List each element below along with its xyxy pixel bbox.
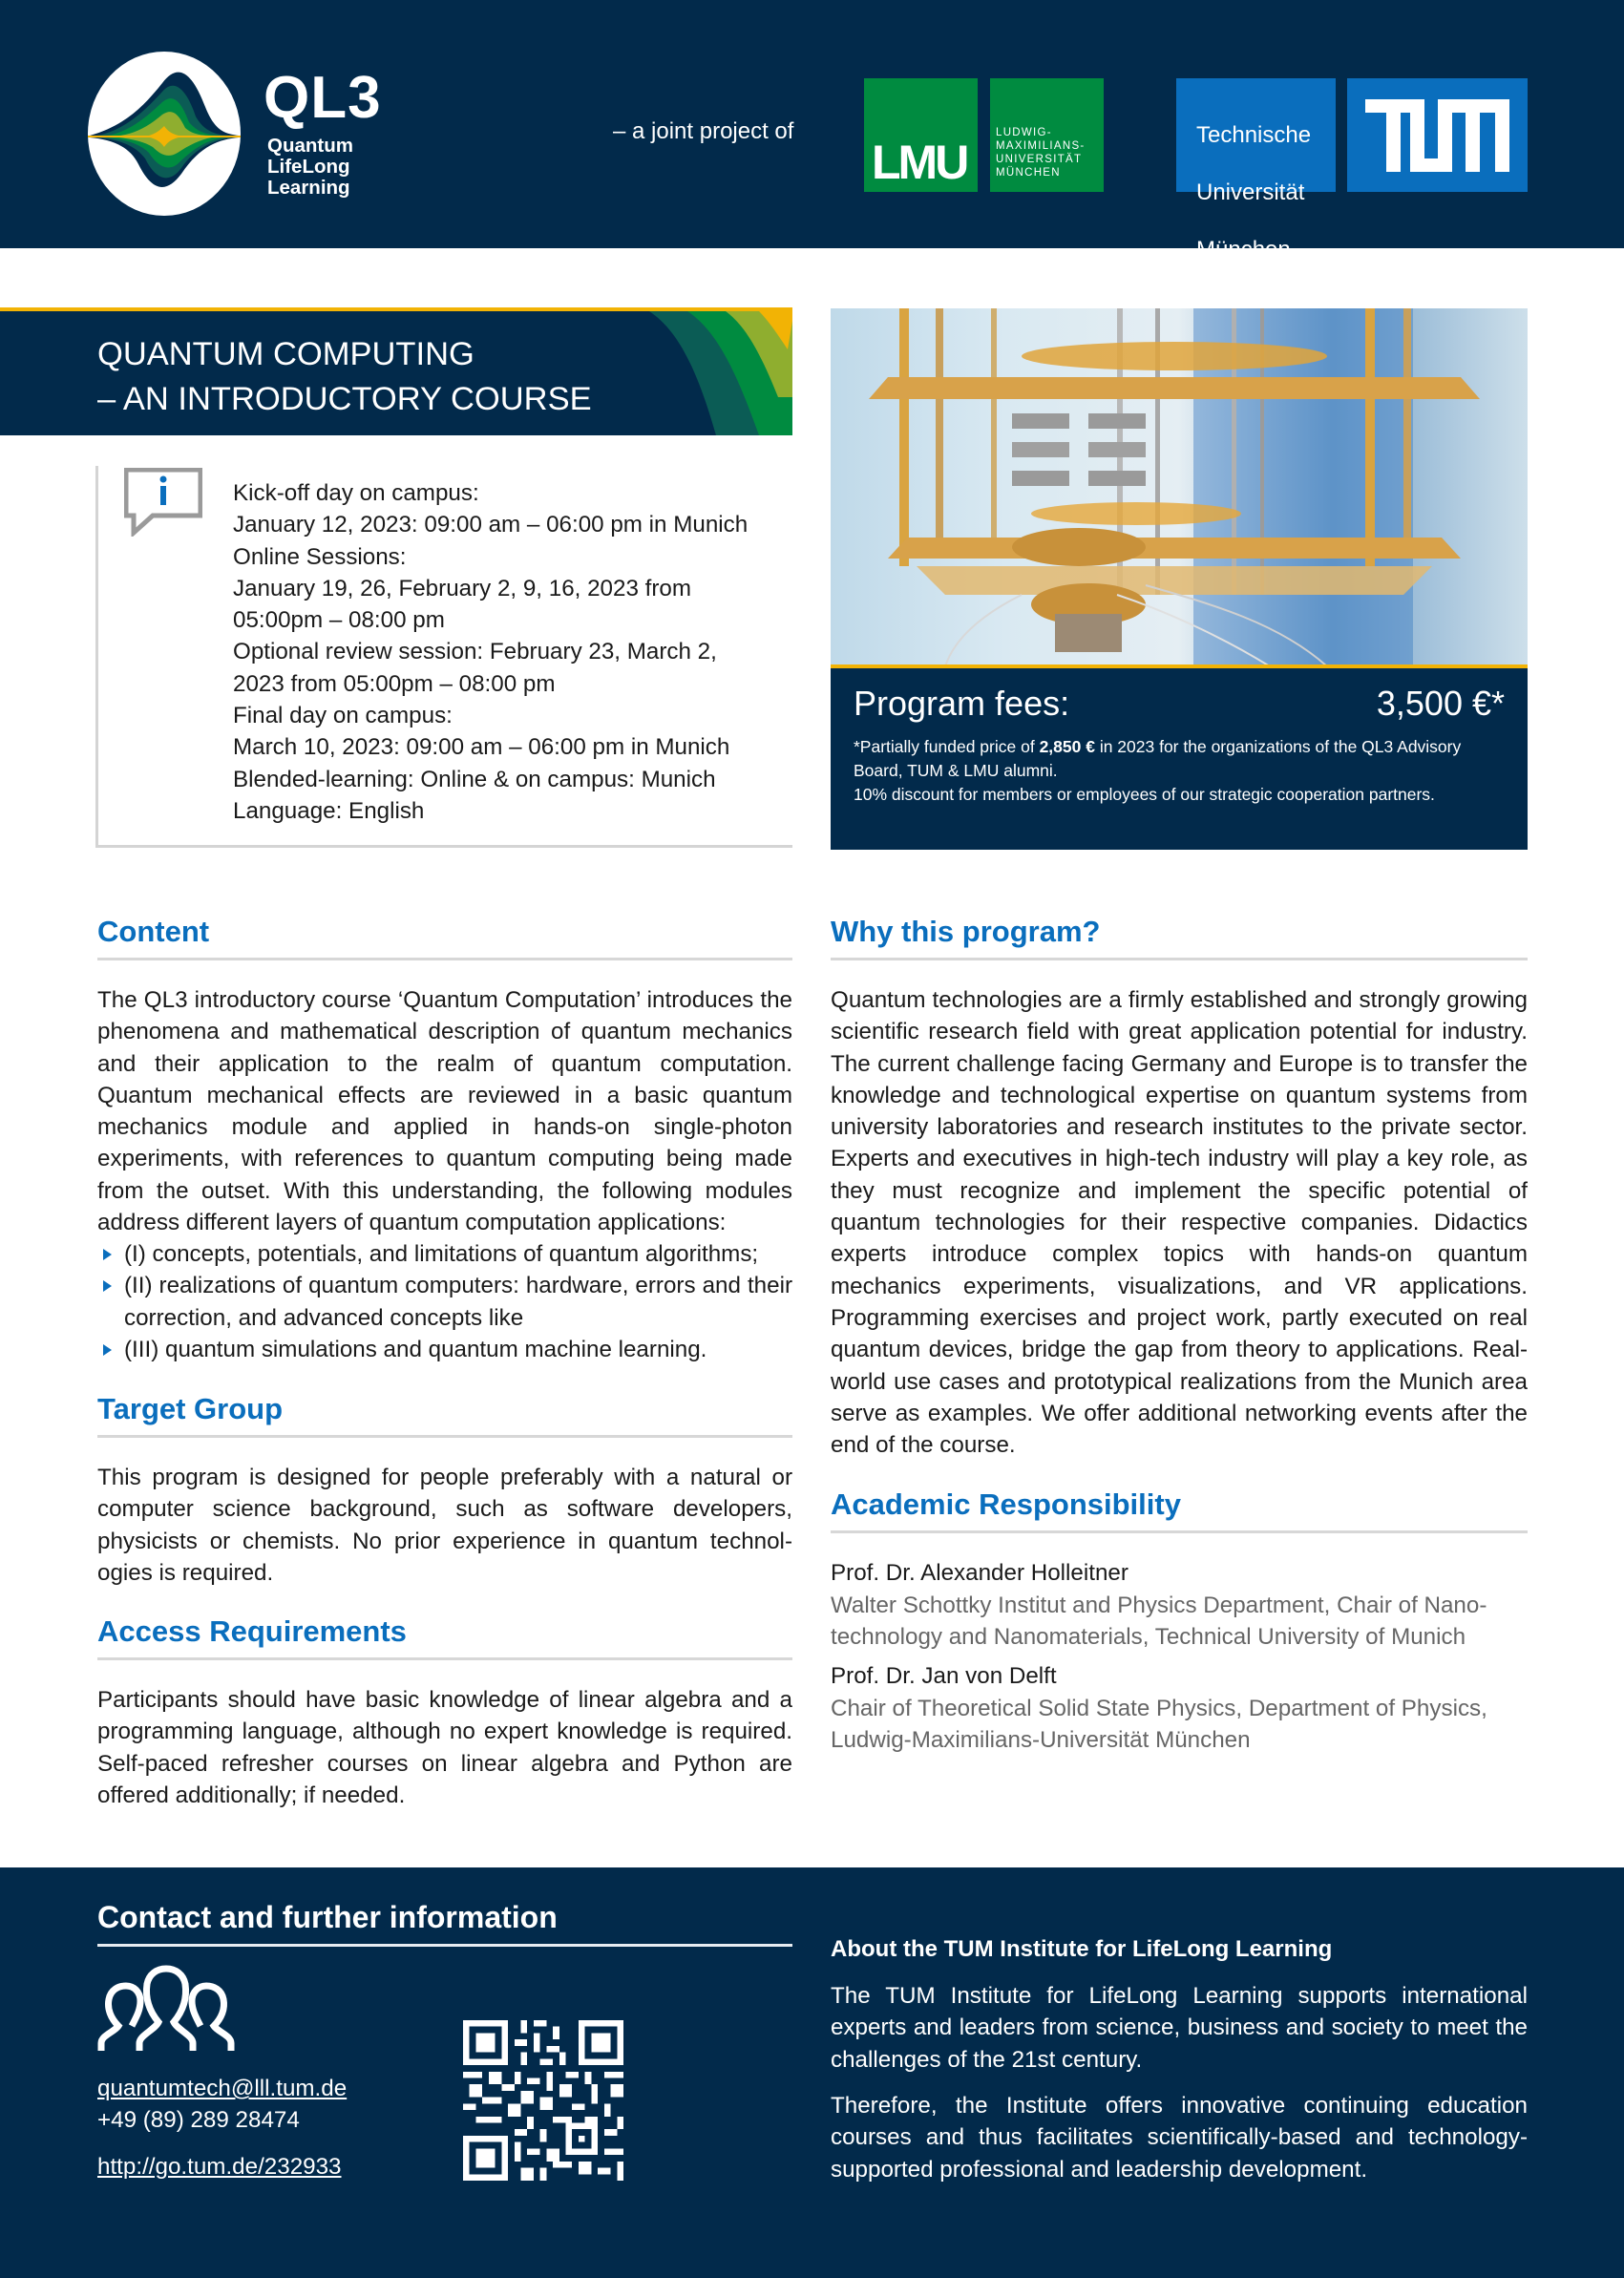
target-group-heading: Target Group: [97, 1392, 284, 1425]
fees-price: 3,500 €*: [1376, 684, 1505, 723]
header: [0, 0, 1624, 263]
schedule-line: March 10, 2023: 09:00 am – 06:00 pm in Munich: [233, 734, 730, 761]
program-fees-box: [831, 668, 1528, 850]
joint-project-text: – a joint project of: [613, 118, 794, 144]
bullet-text: (II) realizations of quantum computers: hardware, errors and their correction, and advanced concepts like: [124, 1273, 792, 1331]
about-paragraph: The TUM Institute for LifeLong Learning supports international experts and leaders from science, business and society to meet the challenges of the 21st century.: [831, 1983, 1528, 2073]
professor-name: Prof. Dr. Jan von Delft: [831, 1663, 1057, 1689]
logo-subtitle: [267, 136, 353, 199]
tum-name-line: München: [1196, 237, 1291, 263]
academic-responsibility-divider: [831, 1530, 1528, 1533]
schedule-line: Blended-learning: Online & on campus: Munich: [233, 766, 716, 792]
fees-discount-note: 10% discount for members or employees of our strategic cooperation partners.: [854, 785, 1435, 804]
academic-responsibility-heading: Academic Responsibility: [831, 1487, 1181, 1521]
target-group-text: This program is designed for people preferably with a natural or computer science background, such as software developers, physicists or chemists. No prior experience in quantum technologies is required.: [97, 1465, 792, 1586]
logo-title: QL3: [264, 65, 382, 131]
about-heading: About the TUM Institute for LifeLong Learning: [831, 1936, 1333, 1962]
footer: [0, 1867, 1624, 2278]
people-icon: [97, 1936, 250, 2060]
course-title-line2: – AN INTRODUCTORY COURSE: [97, 381, 592, 417]
access-requirements-heading: Access Requirements: [97, 1614, 407, 1648]
schedule-line: January 12, 2023: 09:00 am – 06:00 pm in Munich: [233, 512, 749, 538]
tum-name-block[interactable]: [1176, 78, 1336, 263]
phone-number: +49 (89) 289 28474: [97, 2107, 300, 2133]
lmu-name-line: MAXIMILIANS-: [996, 140, 1086, 152]
email-link[interactable]: quantumtech@lll.tum.de: [97, 2076, 348, 2101]
schedule-line: Online Sessions:: [233, 543, 407, 570]
access-requirements-text: Participants should have basic knowledge of linear algebra and a programming language, although no expert knowledge is required. Self-paced refresher courses on linear algebra and Python are offered additionally; if needed.: [97, 1687, 792, 1808]
target-group-divider: [97, 1435, 792, 1438]
content-heading: Content: [97, 915, 210, 948]
info-bubble-icon: [124, 468, 202, 537]
logo-subtitle-line: LifeLong: [267, 156, 350, 178]
professor-name: Prof. Dr. Alexander Holleitner: [831, 1560, 1128, 1586]
content-text: The QL3 introductory course ‘Quantum Computation’ introduces the phenomena and mathematical description of quantum mechanics and their application to the realm of quantum computation. Quantum mechanical effects are reviewed in a basic quantum mechanics module and applied in hands-on single-photon experiments, with references to quantum computing being made from the outset. With this understanding, the following modules address different layers of quantum computation applications:: [97, 987, 792, 1236]
schedule-line: Language: English: [233, 797, 425, 824]
qr-code-icon[interactable]: [463, 2020, 623, 2181]
professor-affiliation: Chair of Theoretical Solid State Physics, Department of Physics, Ludwig-Maximilians-Universität München: [831, 1696, 1487, 1754]
lmu-name-line: UNIVERSITÄT: [996, 154, 1083, 165]
list-item: [97, 1270, 792, 1334]
fees-label: Program fees:: [854, 684, 1070, 723]
content-divider: [97, 958, 792, 960]
why-program-text: Quantum technologies are a firmly established and strongly growing scientific research field with great application potential for industry. The current challenge facing Germany and Europe is to transfer the knowledge and technological expertise on quantum systems from university laboratories and research institutes to the private sector. Experts and executives in high-tech industry will play a key role, as they must recognize and implement the specific potential of quantum technologies for their respective companies. Didactics experts introduce complex topics with hands-on quantum mechanics experiments, visualizations, and VR applications. Programming exercises and project work, partly executed on real quantum devices, bridge the gap from theory to applications. Real-world use cases and prototypical realizations from the Munich area serve as examples. We offer additional networking events after the end of the course.: [831, 987, 1528, 1459]
lmu-name-line: LUDWIG-: [996, 127, 1052, 138]
fees-note: [854, 735, 1512, 807]
bullet-text: (III) quantum simulations and quantum machine learning.: [124, 1336, 707, 1362]
bullet-text: (I) concepts, potentials, and limitations of quantum algorithms;: [124, 1241, 759, 1267]
bullet-triangle-icon: [103, 1249, 112, 1260]
schedule-line: 05:00pm – 08:00 pm: [233, 607, 445, 634]
why-program-heading: Why this program?: [831, 915, 1101, 948]
logo-subtitle-line: Quantum: [267, 135, 353, 157]
why-program-divider: [831, 958, 1528, 960]
tum-name-line: Universität: [1196, 179, 1305, 205]
schedule-line: January 19, 26, February 2, 9, 16, 2023 from: [233, 575, 691, 601]
fees-note-suffix: in 2023 for the organizations of the QL3 Advisory Board, TUM & LMU alumni.: [854, 737, 1462, 780]
schedule-line: Optional review session: February 23, March 2,: [233, 639, 717, 665]
schedule-line: Kick-off day on campus:: [233, 480, 479, 506]
list-item: [97, 1238, 792, 1270]
access-requirements-divider: [97, 1657, 792, 1660]
ql3-logo-icon: [86, 50, 243, 218]
lmu-name-block[interactable]: [990, 78, 1104, 192]
cryostat-illustration: [831, 308, 1528, 666]
tum-name-text: [1196, 93, 1311, 293]
lmu-logo[interactable]: [864, 78, 978, 192]
schedule-line: Final day on campus:: [233, 703, 453, 729]
fees-reduced-price: 2,850 €: [1039, 737, 1095, 756]
course-title: [97, 332, 592, 422]
quantum-computer-photo: [831, 308, 1528, 666]
schedule-details: [233, 477, 748, 827]
fees-note-prefix: *Partially funded price of: [854, 737, 1040, 756]
course-title-band: [0, 307, 792, 435]
lmu-name-text: [996, 126, 1086, 179]
schedule-line: 2023 from 05:00pm – 08:00 pm: [233, 670, 556, 697]
logo-subtitle-line: Learning: [267, 177, 350, 199]
wave-decoration-icon: [592, 311, 792, 435]
website-link[interactable]: http://go.tum.de/232933: [97, 2154, 342, 2180]
bullet-triangle-icon: [103, 1280, 112, 1292]
tum-logo[interactable]: [1347, 78, 1528, 192]
professor-affiliation: Walter Schottky Institut and Physics Department, Chair of Nanotechnology and Nanomaterials, Technical University of Munich: [831, 1592, 1487, 1651]
content-bullet-list: [97, 1238, 792, 1365]
tum-logo-icon: [1347, 78, 1528, 192]
lmu-logo-text: LMU: [872, 136, 967, 189]
bullet-triangle-icon: [103, 1344, 112, 1356]
about-paragraph: Therefore, the Institute offers innovative continuing education courses and thus facilitates scientifically-based and technology-supported professional and leadership development.: [831, 2093, 1528, 2183]
course-title-line1: QUANTUM COMPUTING: [97, 336, 475, 372]
tum-name-line: Technische: [1196, 122, 1312, 148]
list-item: [97, 1334, 792, 1365]
lmu-name-line: MÜNCHEN: [996, 167, 1061, 179]
contact-heading: Contact and further information: [97, 1900, 558, 1934]
